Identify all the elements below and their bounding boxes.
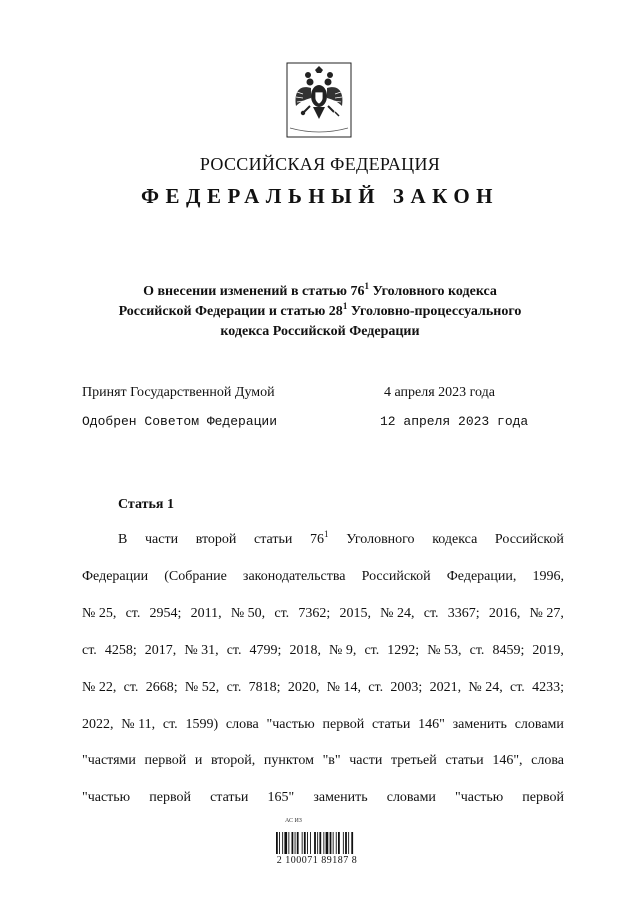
article-word: части	[349, 753, 383, 768]
article-word: В	[118, 532, 128, 547]
article-word: заменить	[452, 717, 507, 732]
article-word: № 9,	[329, 643, 357, 658]
law-heading-text: Российской Федерации и статью 28	[118, 304, 343, 319]
duma-adoption-label: Принят Государственной Думой	[82, 385, 275, 400]
article-word: статьи	[445, 753, 484, 768]
article-word: ст.	[226, 680, 242, 695]
article-word: 8459;	[492, 643, 525, 658]
article-word: второй	[195, 532, 237, 547]
barcode-bar	[292, 832, 294, 854]
barcode-number: 2 100071 89187 8	[276, 855, 358, 866]
barcode-bar	[314, 832, 316, 854]
article-word: 2022,	[82, 717, 114, 732]
barcode	[268, 820, 368, 880]
article-word: 1996,	[532, 569, 564, 584]
barcode-bar	[302, 832, 303, 854]
article-word: № 53,	[427, 643, 462, 658]
law-heading-text: Уголовного кодекса	[368, 284, 497, 299]
article-word: № 31,	[184, 643, 219, 658]
barcode-bar	[326, 832, 329, 854]
article-word: 2954;	[149, 606, 182, 621]
article-word: статьи	[254, 532, 293, 547]
article-word: пунктом	[263, 753, 314, 768]
article-word: 2016,	[488, 606, 521, 621]
article-word: 2668;	[145, 680, 178, 695]
article-word: Уголовного	[346, 532, 415, 547]
article-word: Российской	[361, 569, 431, 584]
council-approval-label: Одобрен Советом Федерации	[82, 414, 278, 429]
article-word: 2021,	[429, 680, 462, 695]
article-word: третьей	[390, 753, 437, 768]
article-word: № 11,	[121, 717, 156, 732]
country-name: РОССИЙСКАЯ ФЕДЕРАЦИЯ	[199, 154, 441, 174]
article-word: слова	[225, 717, 259, 732]
article-title: Статья 1	[118, 497, 174, 512]
law-heading-line-1	[0, 282, 640, 302]
barcode-bar	[307, 832, 308, 854]
barcode-bar	[330, 832, 332, 854]
barcode-bar	[304, 832, 306, 854]
superscript: 1	[364, 281, 369, 291]
article-word: 7818;	[248, 680, 281, 695]
article-word: № 27,	[529, 606, 564, 621]
law-heading-line-2	[0, 302, 640, 322]
article-word: № 24,	[468, 680, 503, 695]
article-word: 1292;	[387, 643, 420, 658]
law-heading	[0, 282, 640, 342]
article-word: Федерации,	[446, 569, 517, 584]
article-word: 4233;	[532, 680, 564, 695]
article-text-line	[82, 643, 564, 659]
barcode-bar	[351, 832, 353, 854]
article-word: 4799;	[249, 643, 282, 658]
article-word: 146",	[492, 753, 523, 768]
article-word: 2017,	[144, 643, 177, 658]
article-word: заменить	[313, 790, 368, 805]
article-word: и	[194, 753, 203, 768]
article-word: (Собрание	[164, 569, 227, 584]
article-word: 165"	[267, 790, 295, 805]
barcode-bar	[319, 832, 321, 854]
article-word: 2019,	[532, 643, 564, 658]
article-word: "частью	[266, 717, 315, 732]
article-word: статьи	[371, 717, 411, 732]
article-word: № 52,	[184, 680, 220, 695]
article-word: Российской	[494, 532, 564, 547]
article-word: "частью	[455, 790, 504, 805]
barcode-bar	[323, 832, 324, 854]
article-word: № 25,	[82, 606, 117, 621]
article-word: ст.	[162, 717, 178, 732]
duma-adoption-date: 4 апреля 2023 года	[384, 385, 495, 400]
article-word: 7362;	[298, 606, 331, 621]
article-word: первой	[322, 717, 365, 732]
article-word: 2011,	[190, 606, 222, 621]
article-word: 2003;	[390, 680, 423, 695]
article-word: 2015,	[339, 606, 371, 621]
article-word: "частью	[82, 790, 131, 805]
article-word: "в"	[322, 753, 341, 768]
article-text-line	[82, 569, 564, 585]
article-word: "частями	[82, 753, 136, 768]
article-word: № 14,	[326, 680, 361, 695]
article-word: второй,	[211, 753, 256, 768]
article-word: 2020,	[287, 680, 320, 695]
barcode-bar	[348, 832, 349, 854]
article-word: ст.	[274, 606, 290, 621]
article-word: ст.	[123, 680, 139, 695]
article-word: слова	[531, 753, 564, 768]
article-word: первой	[144, 753, 187, 768]
article-word: первой	[149, 790, 191, 805]
barcode-bar	[297, 832, 299, 854]
barcode-bar	[276, 832, 278, 854]
barcode-bar	[336, 832, 337, 854]
article-word: 1599)	[185, 717, 219, 732]
article-word: № 24,	[380, 606, 415, 621]
coat-of-arms-emblem	[286, 62, 352, 138]
article-word: 4258;	[104, 643, 137, 658]
barcode-bar	[295, 832, 296, 854]
article-text-line	[82, 717, 564, 733]
barcode-bar	[279, 832, 280, 854]
article-word: статьи	[210, 790, 249, 805]
article-word: ст.	[125, 606, 141, 621]
article-word: ст.	[368, 680, 384, 695]
article-word: словами	[386, 790, 436, 805]
article-word: № 22,	[82, 680, 117, 695]
law-heading-text: Уголовно-процессуального	[347, 304, 522, 319]
article-word: $76^1$	[310, 529, 329, 547]
article-text-line	[82, 606, 564, 622]
barcode-bar	[345, 832, 347, 854]
article-text-line	[82, 680, 564, 696]
document-type-title: ФЕДЕРАЛЬНЫЙ ЗАКОН	[141, 184, 499, 208]
article-text-line	[82, 790, 564, 806]
article-word: 2018,	[289, 643, 321, 658]
barcode-bar	[343, 832, 344, 854]
article-word: ст.	[364, 643, 380, 658]
article-word: ст.	[226, 643, 242, 658]
stamp-mark: АС ИЗ	[285, 818, 302, 824]
barcode-bar	[282, 832, 283, 854]
council-approval-date: 12 апреля 2023 года	[380, 414, 529, 429]
law-heading-line-3: кодекса Российской Федерации	[220, 324, 420, 339]
barcode-bar	[317, 832, 318, 854]
article-word: № 50,	[230, 606, 266, 621]
article-text-line	[82, 753, 564, 769]
article-word: ст.	[82, 643, 97, 658]
article-word: 3367;	[447, 606, 480, 621]
article-word: словами	[514, 717, 564, 732]
article-word: части	[144, 532, 179, 547]
article-word: ст.	[423, 606, 439, 621]
article-text-line	[118, 529, 564, 548]
article-word: ст.	[469, 643, 485, 658]
article-word: Федерации	[82, 569, 149, 584]
article-word: кодекса	[432, 532, 478, 547]
barcode-bar	[338, 832, 340, 854]
law-heading-text: О внесении изменений в статью 76	[143, 284, 365, 299]
superscript: 1	[342, 301, 348, 311]
barcode-bar	[310, 832, 311, 854]
article-word: 146"	[418, 717, 445, 732]
article-word: законодательства	[242, 569, 346, 584]
barcode-bar	[288, 832, 289, 854]
barcode-bar	[333, 832, 334, 854]
barcode-bar	[284, 832, 287, 854]
article-word: первой	[522, 790, 564, 805]
article-word: ст.	[510, 680, 525, 695]
